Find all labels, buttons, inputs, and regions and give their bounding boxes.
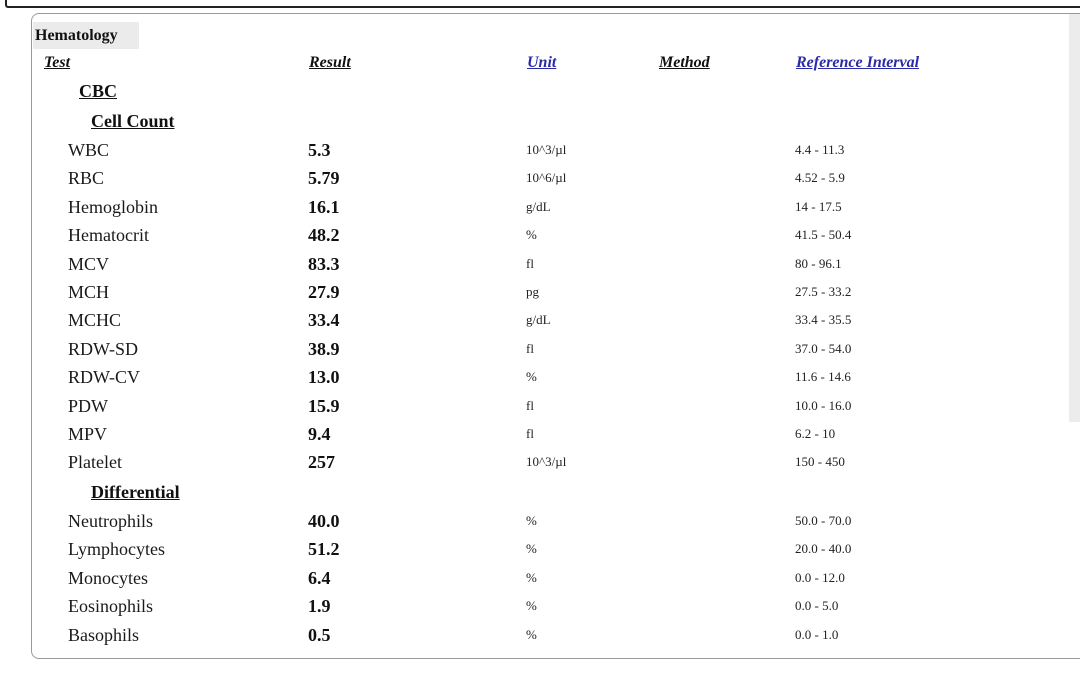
test-unit: % — [526, 598, 537, 614]
test-name: WBC — [68, 140, 110, 160]
test-name: RDW-CV — [68, 367, 140, 388]
test-unit: % — [526, 541, 537, 557]
test-result: 13.0 — [308, 367, 340, 388]
test-name: RBC — [68, 168, 105, 189]
test-unit: fl — [526, 340, 534, 356]
test-unit: pg — [526, 284, 539, 299]
table-row — [0, 564, 1080, 592]
test-reference-interval: 4.52 - 5.9 — [795, 170, 845, 186]
test-result: 16.1 — [308, 196, 340, 217]
test-result: 9.4 — [308, 424, 331, 444]
test-name: Hemoglobin — [68, 196, 158, 217]
test-result: 15.9 — [308, 395, 340, 416]
test-unit: % — [526, 569, 537, 585]
test-name: Neutrophils — [68, 511, 153, 531]
test-result: 38.9 — [308, 338, 340, 359]
test-result: 27.9 — [308, 282, 340, 302]
table-row — [0, 164, 1080, 192]
group-differential: Differential — [91, 482, 180, 502]
test-unit: % — [526, 626, 537, 642]
test-name: Hematocrit — [68, 225, 149, 246]
test-reference-interval: 37.0 - 54.0 — [795, 340, 852, 356]
test-reference-interval: 20.0 - 40.0 — [795, 541, 852, 557]
table-row — [0, 392, 1080, 420]
header-test: Test — [44, 54, 71, 71]
test-unit: 10^3/µl — [526, 142, 567, 157]
table-row — [0, 221, 1080, 249]
test-reference-interval: 4.4 - 11.3 — [795, 142, 845, 157]
test-reference-interval: 41.5 - 50.4 — [795, 227, 852, 243]
test-unit: fl — [526, 397, 534, 413]
test-reference-interval: 11.6 - 14.6 — [795, 369, 851, 385]
test-reference-interval: 0.0 - 1.0 — [795, 626, 839, 642]
test-name: Lymphocytes — [68, 539, 165, 560]
test-reference-interval: 27.5 - 33.2 — [795, 284, 852, 299]
table-row — [0, 420, 1080, 448]
table-row — [0, 250, 1080, 278]
table-row — [0, 507, 1080, 535]
test-name: MCHC — [68, 310, 122, 331]
test-result: 83.3 — [308, 253, 340, 274]
test-reference-interval: 14 - 17.5 — [795, 198, 842, 214]
test-result: 257 — [308, 452, 335, 473]
test-unit: fl — [526, 255, 534, 271]
test-reference-interval: 0.0 - 5.0 — [795, 598, 839, 614]
test-reference-interval: 6.2 - 10 — [795, 426, 836, 441]
test-reference-interval: 80 - 96.1 — [795, 255, 842, 271]
table-row — [0, 535, 1080, 563]
header-unit[interactable]: Unit — [527, 54, 557, 71]
section-title: Hematology — [33, 22, 139, 49]
table-row — [0, 621, 1080, 649]
test-result: 40.0 — [308, 511, 340, 531]
test-name: MCH — [68, 282, 110, 302]
table-row — [0, 335, 1080, 363]
table-row — [0, 278, 1080, 306]
test-result: 48.2 — [308, 225, 340, 246]
table-row — [0, 306, 1080, 334]
test-unit: fl — [526, 426, 534, 441]
test-result: 0.5 — [308, 624, 331, 645]
test-result: 5.3 — [308, 140, 331, 160]
table-row — [0, 193, 1080, 221]
test-reference-interval: 50.0 - 70.0 — [795, 513, 852, 528]
group-cbc: CBC — [79, 81, 118, 101]
test-result: 6.4 — [308, 567, 331, 588]
table-row — [0, 592, 1080, 620]
test-name: Basophils — [68, 624, 140, 645]
table-row — [0, 363, 1080, 391]
test-name: MCV — [68, 253, 110, 274]
test-unit: % — [526, 513, 537, 528]
header-result: Result — [309, 54, 351, 71]
test-name: PDW — [68, 395, 108, 416]
test-unit: 10^3/µl — [526, 454, 567, 470]
test-result: 33.4 — [308, 310, 340, 331]
table-row — [0, 448, 1080, 476]
test-name: RDW-SD — [68, 338, 139, 359]
top-frame — [5, 0, 1080, 8]
test-reference-interval: 33.4 - 35.5 — [795, 312, 852, 328]
group-cell-count: Cell Count — [91, 111, 175, 131]
test-unit: 10^6/µl — [526, 170, 567, 186]
header-reference-interval[interactable]: Reference Interval — [796, 54, 920, 71]
test-unit: g/dL — [526, 198, 551, 214]
test-reference-interval: 0.0 - 12.0 — [795, 569, 845, 585]
test-result: 51.2 — [308, 539, 340, 560]
test-name: Platelet — [68, 452, 122, 473]
test-result: 1.9 — [308, 596, 331, 617]
test-name: MPV — [68, 424, 108, 444]
test-reference-interval: 10.0 - 16.0 — [795, 397, 852, 413]
test-result: 5.79 — [308, 168, 340, 189]
test-name: Eosinophils — [68, 596, 154, 617]
header-method: Method — [659, 54, 710, 71]
test-reference-interval: 150 - 450 — [795, 454, 845, 470]
table-row — [0, 136, 1080, 164]
test-unit: % — [526, 369, 537, 385]
test-unit: g/dL — [526, 312, 551, 328]
test-unit: % — [526, 227, 537, 243]
test-name: Monocytes — [68, 567, 148, 588]
